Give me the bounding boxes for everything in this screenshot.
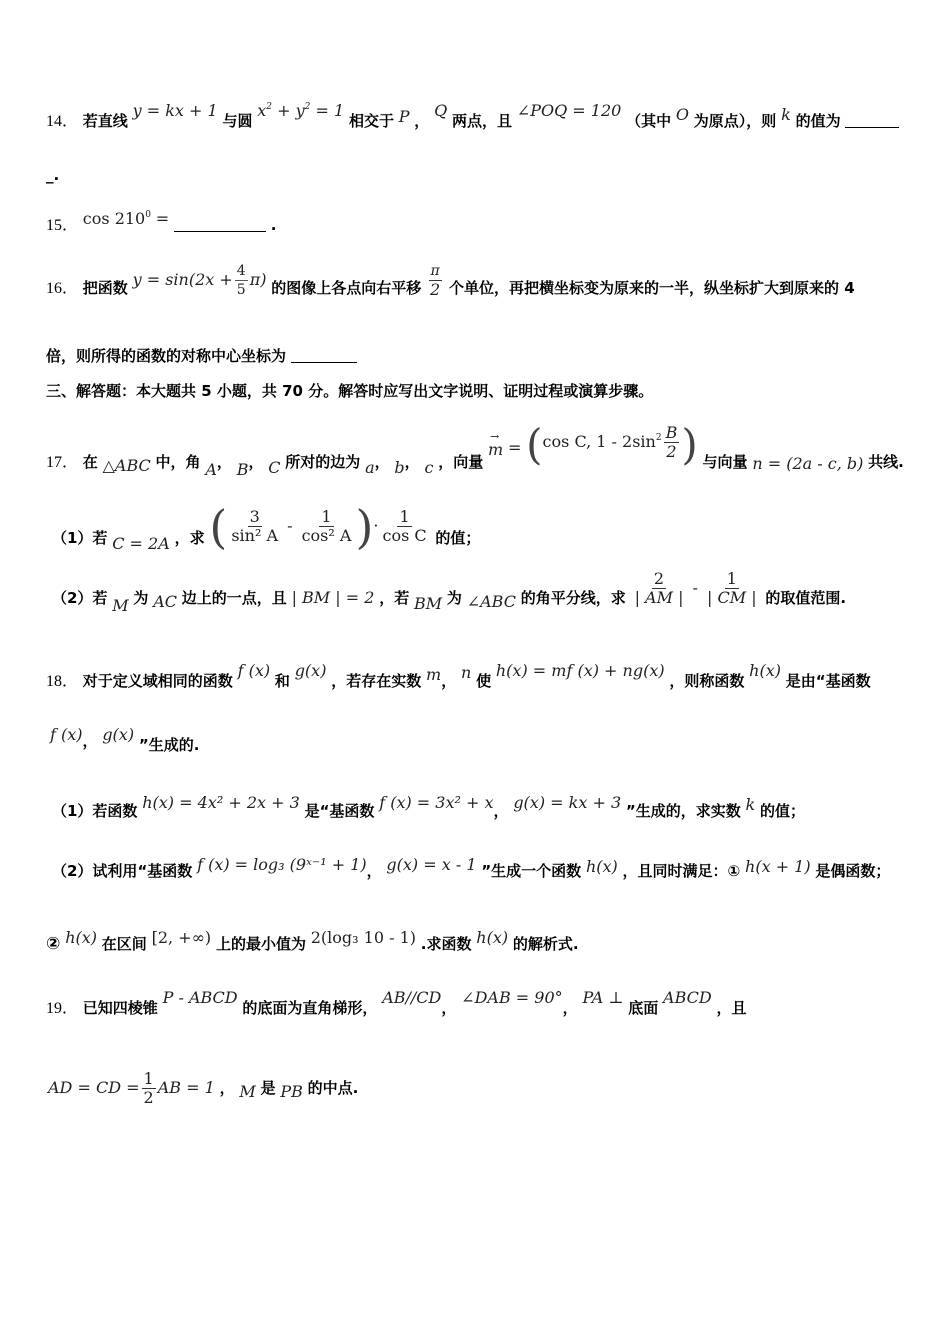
- q16-function-part1: y = sin(2x +: [132, 270, 233, 289]
- q17-p2-ac: AC: [153, 592, 177, 611]
- q17-p1-frac-1-den: sin² A: [231, 526, 278, 545]
- q16-fraction-4-5: [235, 262, 248, 299]
- q15-line: [46, 206, 277, 234]
- q18-part2-line2: [46, 928, 579, 954]
- q17-vector-arrow-icon: →: [490, 430, 500, 443]
- q18-p2-min-value: 2(log₃ 10 - 1): [310, 928, 417, 947]
- q18-comma-2: ，: [82, 732, 98, 750]
- q18-comma: ，: [441, 672, 457, 690]
- q15-end: .: [270, 216, 277, 234]
- q17-text-1: 在: [82, 453, 98, 471]
- q18-line1: [46, 661, 871, 691]
- q14-line-equation: y = kx + 1: [132, 101, 218, 120]
- q19-comma-2: ，: [562, 999, 578, 1017]
- q14-answer-blank[interactable]: [845, 113, 899, 128]
- q17-p2-frac-1-num: 2: [653, 569, 665, 588]
- q17-line1: [46, 408, 904, 479]
- q18-number: 18．: [46, 673, 79, 690]
- q17-number: 17．: [46, 454, 79, 471]
- q18-gx: g(x): [294, 661, 327, 680]
- q18-fx-2: f (x): [50, 725, 83, 744]
- q17-vector-m-equals: =: [507, 438, 522, 457]
- q17-part1: [52, 488, 481, 554]
- q18-p2-end-2: 的解析式.: [512, 935, 579, 953]
- q14-text-4: 两点，且: [451, 112, 512, 130]
- q17-side-b: b: [394, 458, 405, 477]
- q18-m: m: [426, 665, 442, 684]
- q17-p2-text-3: ，若: [379, 589, 410, 607]
- q17-side-a: a: [365, 458, 375, 477]
- q17-half-b: [664, 424, 680, 461]
- q14-point-p: P: [398, 107, 410, 126]
- q17-vector-m-body: cos C, $1 - 2\sin^2$: [542, 432, 662, 451]
- q17-p1-frac-3: [380, 508, 428, 545]
- q17-p2-frac-1-den: | AM |: [634, 588, 684, 607]
- q16-frac-den: 5: [236, 282, 246, 298]
- q17-triangle: △ABC: [102, 456, 151, 475]
- q19-angle: ∠DAB = 90°: [461, 988, 563, 1007]
- q17-p1-frac-2-num: 1: [321, 507, 332, 526]
- q17-p2-m: M: [112, 596, 129, 615]
- q18-p2-text-2: ，且同时满足：①: [622, 862, 741, 880]
- q17-p2-text-2: 边上的一点，且: [181, 589, 287, 607]
- q17-p2-text-4: 为: [446, 589, 462, 607]
- q17-p1-right-paren: ): [355, 500, 374, 554]
- q17-p2-angle: ∠ABC: [466, 592, 516, 611]
- q18-p2-f: f (x) = log₃ (9ˣ⁻¹ + 1): [197, 855, 367, 874]
- q17-comma-1: ，: [216, 453, 232, 471]
- q18-p2-end: .求函数: [420, 935, 472, 953]
- q19-text-6: 的中点.: [307, 1079, 359, 1097]
- q16-number: 16．: [46, 280, 79, 297]
- q18-p1-comma: ，: [493, 802, 509, 820]
- q19-text-3: 底面: [628, 999, 659, 1017]
- q16-frac-num: 4: [236, 263, 246, 279]
- q17-p2-frac-1: [633, 570, 686, 607]
- q19-text-5: 是: [260, 1079, 276, 1097]
- q19-text-1: 已知四棱锥: [82, 999, 158, 1017]
- q18-line2: [50, 725, 200, 754]
- q14-line1: [46, 101, 899, 131]
- q18-h-definition: h(x) = mf (x) + ng(x): [495, 661, 665, 680]
- q14-text-3: 相交于: [348, 112, 394, 130]
- q17-angle-c: C: [268, 458, 281, 477]
- q18-p2-hx-2: h(x): [65, 928, 97, 947]
- q19-eq-2: AB = 1: [157, 1078, 215, 1097]
- q17-text-3: 所对的边为: [285, 453, 361, 471]
- q17-p2-text-5: 的角平分线，求: [520, 589, 626, 607]
- q18-p1-text-2: ”生成的，求实数: [625, 802, 741, 820]
- q19-parallel: AB//CD: [382, 988, 442, 1007]
- q18-fx: f (x): [237, 661, 271, 680]
- q17-p1-minus: -: [282, 516, 298, 535]
- q18-text-7: ”生成的.: [138, 736, 200, 754]
- q16-text-3: 个单位，再把横坐标变为原来的一半，纵坐标扩大到原来的 4: [449, 279, 855, 297]
- q18-p1-text-1: 是“基函数: [304, 802, 375, 820]
- q19-half: [142, 1070, 156, 1107]
- q14-text-7: 的值为: [795, 112, 841, 130]
- q16-pi-num: π: [430, 263, 440, 279]
- q14-text-1: 若直线: [82, 112, 128, 130]
- q19-line1: [46, 988, 747, 1018]
- q19-text-2: 的底面为直角梯形，: [242, 999, 378, 1017]
- q18-p1-h: h(x) = 4x² + 2x + 3: [142, 793, 300, 812]
- q15-equals: =: [155, 209, 170, 228]
- q17-text-5: 与向量: [702, 453, 748, 471]
- q17-p2-end: 的取值范围.: [765, 589, 847, 607]
- q18-text-6: 是由“基函数: [785, 672, 871, 690]
- q19-line2: [48, 1070, 358, 1107]
- q16-function-part2: π): [249, 270, 267, 289]
- q18-text-5: ，则称函数: [669, 672, 745, 690]
- q18-p2-comma: ，: [366, 862, 382, 880]
- q19-m: M: [239, 1082, 256, 1101]
- q17-vector-n: n = (2a - c, b): [752, 454, 864, 473]
- q17-comma-2: ，: [248, 453, 264, 471]
- q17-p1-frac-3-den: cos C: [382, 526, 427, 545]
- q19-half-num: 1: [143, 1069, 154, 1088]
- q15-expression-text: cos 210: [82, 209, 146, 228]
- q16-answer-blank[interactable]: [291, 348, 357, 363]
- q16-text-4: 倍，则所得的函数的对称中心坐标为: [46, 347, 287, 365]
- q14-text-5: （其中: [626, 112, 672, 130]
- q18-text-2: 和: [274, 672, 290, 690]
- q17-right-paren: ): [681, 420, 698, 469]
- q16-text-2: 的图像上各点向右平移: [271, 279, 422, 297]
- q19-comma-3: ，: [219, 1079, 235, 1097]
- q17-p2-frac-2-num: 1: [726, 569, 737, 588]
- q14-tail: _.: [46, 166, 60, 184]
- q16-line2: [46, 345, 357, 366]
- q18-p2-text-3: 是偶函数；: [815, 862, 891, 880]
- q15-number: 15．: [46, 217, 79, 234]
- q19-half-den: 2: [143, 1088, 154, 1107]
- q17-vector-m-letter: m: [488, 440, 504, 459]
- q18-p2-g: g(x) = x - 1: [386, 855, 477, 874]
- q19-base: ABCD: [663, 988, 712, 1007]
- q17-p1-label: （1）若: [52, 529, 108, 547]
- q17-p1-frac-3-num: 1: [399, 507, 410, 526]
- q18-hx: h(x): [749, 661, 781, 680]
- q17-p2-frac-2: [705, 570, 759, 607]
- q17-side-c: c: [424, 458, 434, 477]
- q17-p1-frac-1-num: 3: [249, 507, 260, 526]
- q18-p2-hx: h(x): [585, 857, 618, 876]
- q17-angle-a: A: [205, 460, 217, 479]
- q17-p2-minus: -: [687, 578, 704, 597]
- q17-p2-text-1: 为: [133, 589, 149, 607]
- q14-point-q: Q: [434, 101, 448, 120]
- q19-pyramid: P - ABCD: [162, 988, 238, 1007]
- q14-number: 14．: [46, 113, 79, 130]
- q19-text-4: ，且: [716, 999, 747, 1017]
- q17-p1-frac-2: [300, 508, 354, 545]
- q19-number: 19．: [46, 1000, 79, 1017]
- q18-text-3: ，若存在实数: [331, 672, 422, 690]
- q18-p2-hx-3: h(x): [476, 928, 509, 947]
- q18-gx-2: g(x): [102, 725, 135, 744]
- q17-text-6: 共线.: [868, 453, 904, 471]
- q17-p1-condition: C = 2A: [112, 534, 170, 553]
- q15-expression: $\cos 210^0$: [82, 209, 151, 228]
- q17-p1-frac-2-den: cos² A: [301, 526, 352, 545]
- q19-comma-1: ，: [441, 999, 457, 1017]
- q17-comma-4: ，: [404, 453, 420, 471]
- q19-pb: PB: [280, 1082, 303, 1101]
- q18-p1-end: 的值；: [760, 802, 806, 820]
- q18-part1: [52, 793, 806, 821]
- q17-vector-m: [488, 430, 504, 459]
- q15-answer-blank[interactable]: [174, 217, 266, 232]
- q17-left-paren: (: [526, 420, 543, 469]
- q18-p2-text-4: 在区间: [101, 935, 147, 953]
- q17-p1-text: ，求: [174, 529, 205, 547]
- q17-p2-bm-length: | BM | = 2: [291, 588, 375, 607]
- q14-text-6: 为原点），则: [693, 112, 777, 130]
- q17-p1-end: 的值；: [435, 529, 481, 547]
- q18-p1-f: f (x) = 3x² + x: [379, 793, 494, 812]
- q16-pi-den: 2: [430, 280, 441, 299]
- q18-p1-g: g(x) = kx + 3: [513, 793, 622, 812]
- q14-k: k: [781, 105, 791, 124]
- q17-p1-dot: ·: [373, 516, 379, 535]
- q18-text-1: 对于定义域相同的函数: [82, 672, 233, 690]
- q18-p1-label: （1）若函数: [52, 802, 138, 820]
- q18-p1-k: k: [745, 795, 756, 814]
- q19-perpendicular: PA ⊥: [582, 988, 624, 1007]
- q18-part2: [52, 855, 891, 881]
- q18-p2-text-1: ”生成一个函数: [481, 862, 582, 880]
- q17-vector-m-body-text: cos C, 1 - 2sin: [542, 432, 656, 451]
- q18-p2-text-5: 上的最小值为: [215, 935, 306, 953]
- q17-p1-frac-1: [229, 508, 280, 545]
- q17-p2-frac-2-den: | CM |: [707, 588, 757, 607]
- q17-p2-label: （2）若: [52, 589, 108, 607]
- q18-p2-circle-2: ②: [46, 934, 61, 954]
- q17-part2: [52, 569, 847, 615]
- q17-half-b-num: B: [665, 423, 678, 442]
- q18-p2-interval: [2, +∞): [151, 928, 212, 947]
- q17-angle-b: B: [236, 460, 249, 479]
- q17-text-2: 中，角: [155, 453, 201, 471]
- q18-text-4: 使: [476, 672, 492, 690]
- section-3-heading: 三、解答题：本大题共 5 小题，共 70 分。解答时应写出文字说明、证明过程或演算步骤。: [46, 382, 654, 400]
- q14-text-2: 与圆: [222, 112, 253, 130]
- q17-comma-3: ，: [374, 453, 390, 471]
- q17-p2-bm: BM: [414, 594, 443, 613]
- q17-p1-left-paren: (: [209, 500, 228, 554]
- q14-circle-equation: $x^2 + y^2 = 1$: [257, 101, 345, 120]
- q18-p2-condition-1: h(x + 1): [745, 857, 811, 876]
- q18-p2-label: （2）试利用“基函数: [52, 862, 193, 880]
- q14-angle: ∠POQ = 120: [516, 101, 622, 120]
- q19-eq-1: AD = CD =: [48, 1078, 140, 1097]
- q16-shift-fraction: [428, 262, 442, 299]
- q16-line1: [46, 262, 855, 299]
- q14-comma: ，: [414, 112, 430, 130]
- q17-text-4: ，向量: [438, 453, 484, 471]
- q16-text-1: 把函数: [82, 279, 128, 297]
- q14-origin-o: O: [675, 105, 690, 124]
- q17-half-b-den: 2: [666, 442, 677, 461]
- q18-n: n: [460, 663, 472, 682]
